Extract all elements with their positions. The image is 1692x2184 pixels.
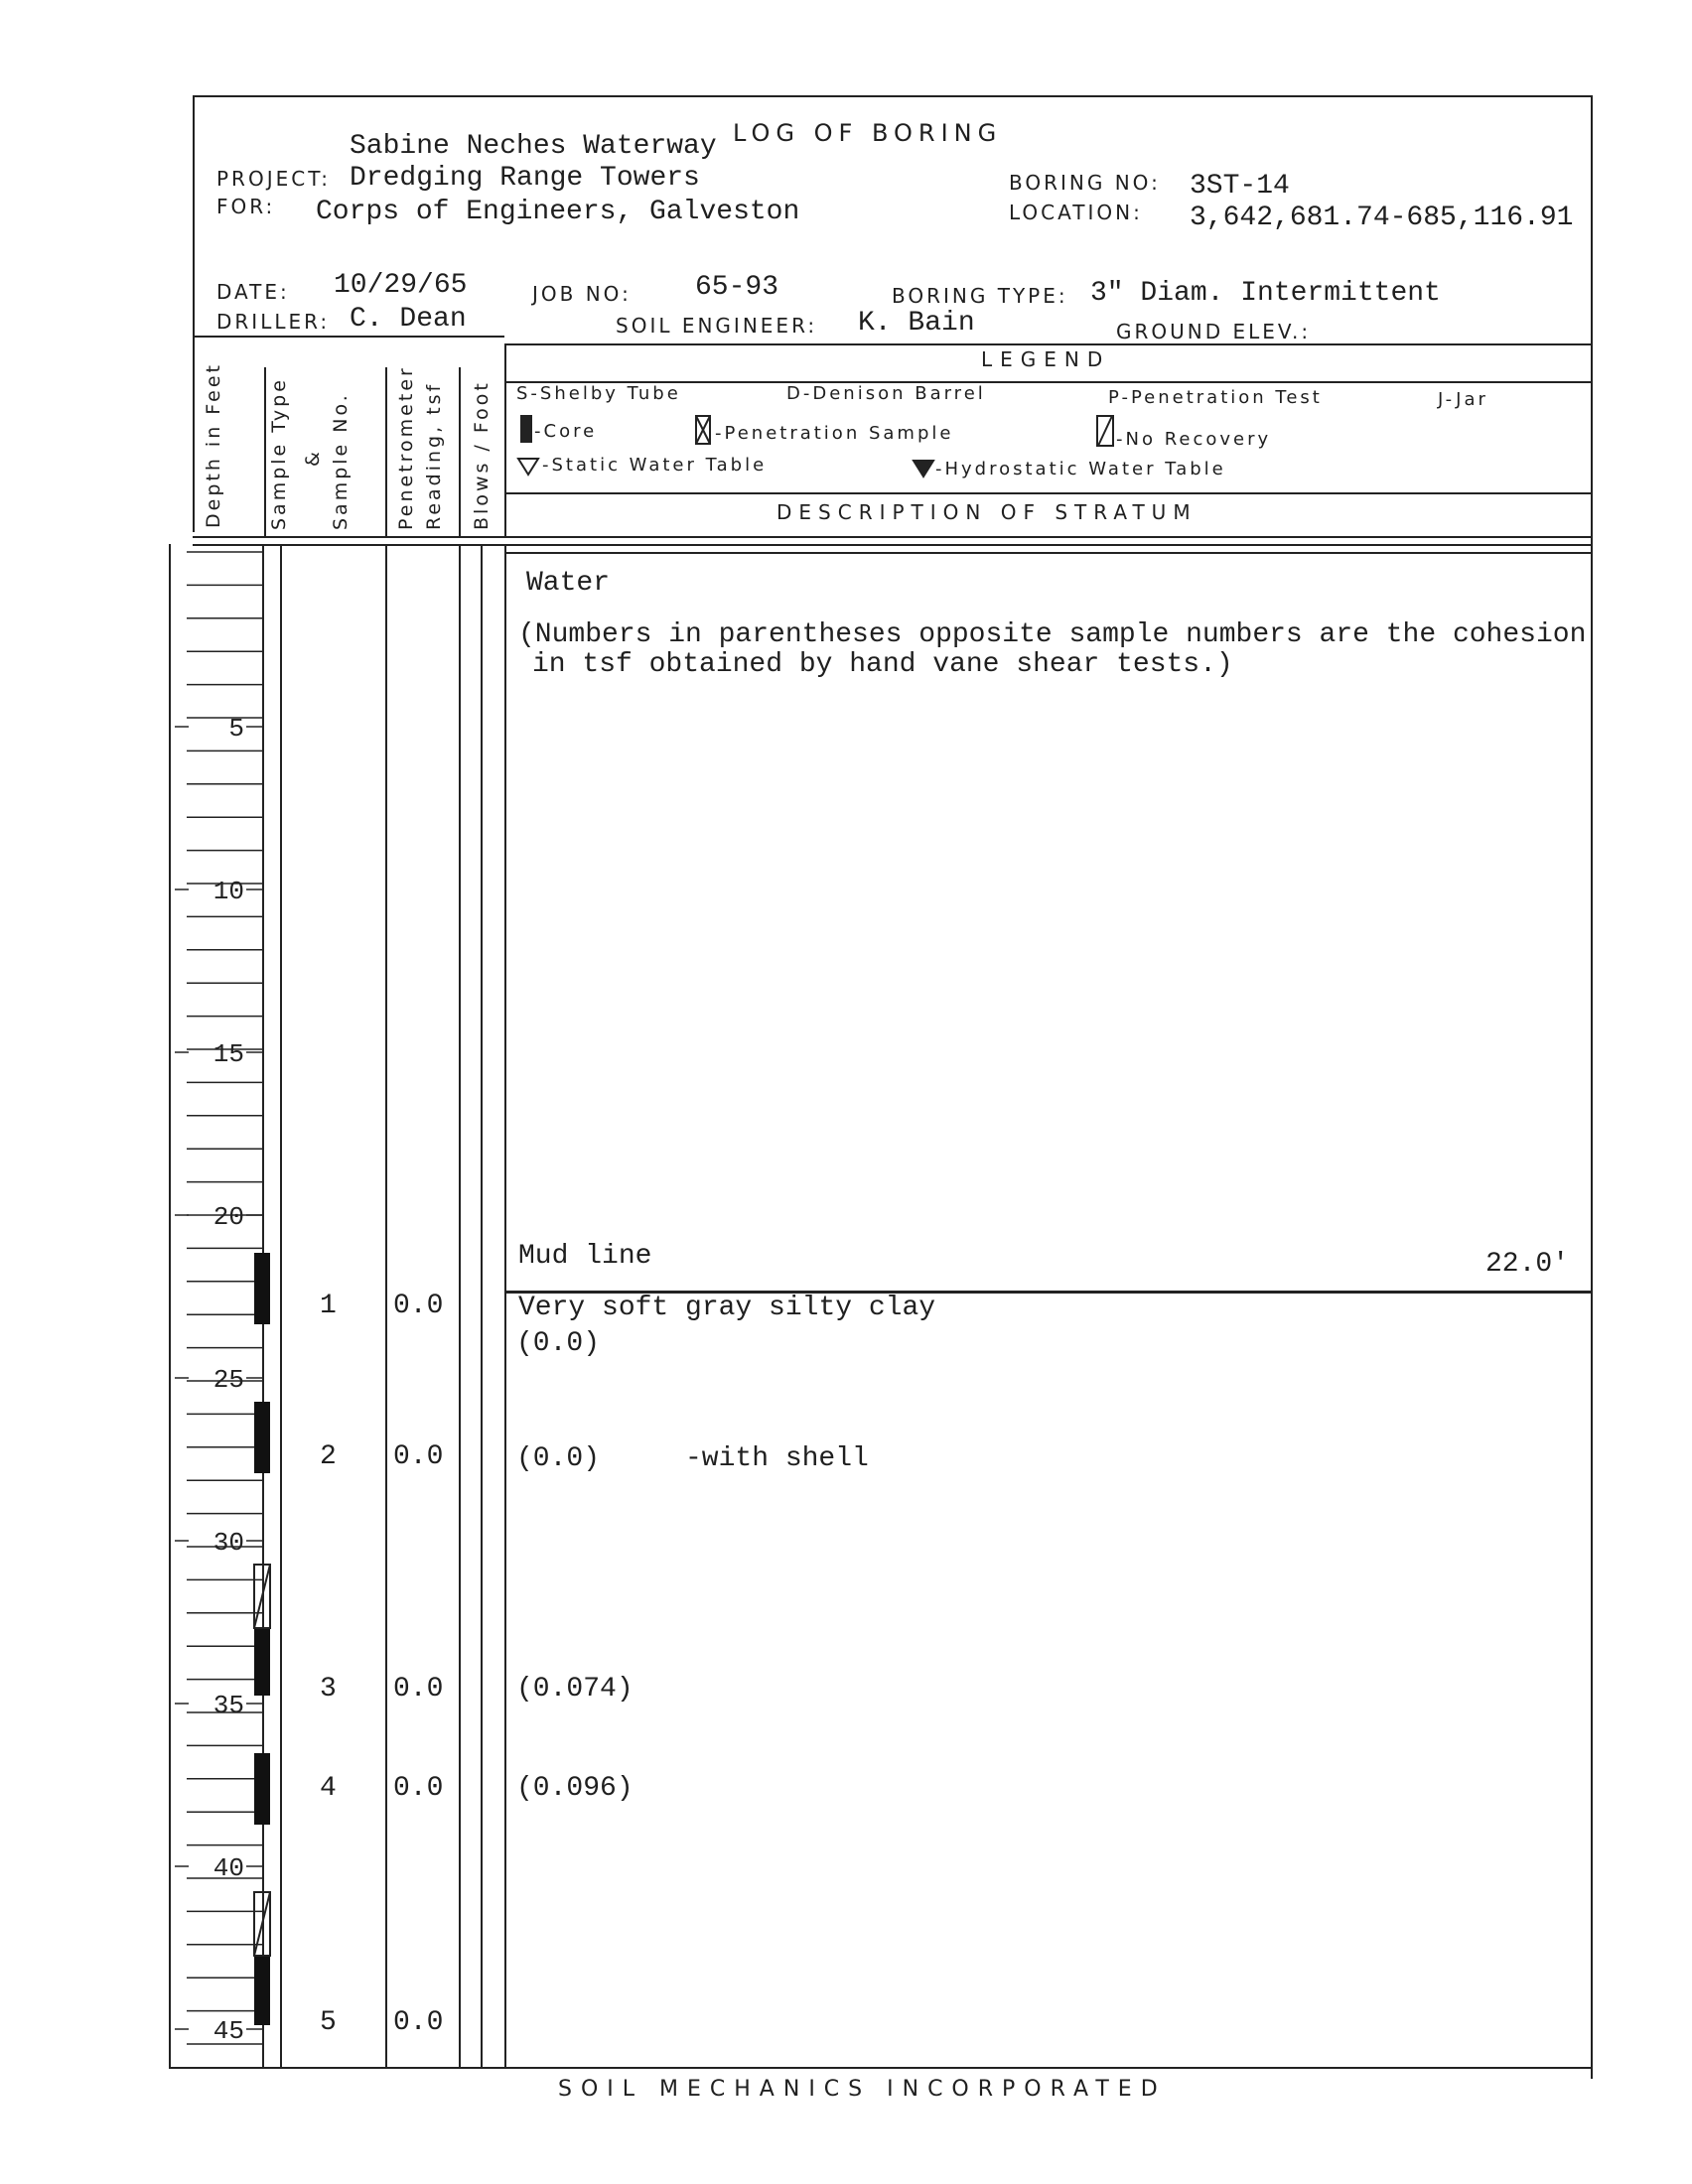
- depth-tick-label: 40: [212, 1853, 244, 1883]
- boring-no-label: BORING NO:: [1009, 171, 1161, 195]
- boring-type-label: BORING TYPE:: [892, 284, 1068, 308]
- legend-penetration-sample: -Penetration Sample: [715, 423, 954, 444]
- sample-no-2: 2: [320, 1441, 337, 1472]
- legend-title: LEGEND: [981, 347, 1111, 371]
- location-label: LOCATION:: [1009, 201, 1143, 224]
- footer-company: SOIL MECHANICS INCORPORATED: [558, 2077, 1167, 2102]
- boring-type-value: 3" Diam. Intermittent: [1090, 278, 1441, 309]
- depth-tick-label: 30: [212, 1528, 244, 1558]
- reading-4: 0.0: [393, 1773, 444, 1804]
- legend-jar: J-Jar: [1438, 389, 1488, 410]
- hydrostatic-water-table-icon: [912, 459, 935, 478]
- job-no-label: JOB NO:: [532, 282, 632, 306]
- driller-label: DRILLER:: [216, 310, 331, 334]
- legend-core: -Core: [534, 421, 598, 442]
- core-icon: [520, 415, 532, 443]
- legend-penetration-test: P-Penetration Test: [1108, 387, 1323, 408]
- depth-tick-label: 45: [212, 2016, 244, 2046]
- core-sample-marker: [254, 1253, 270, 1324]
- sample-no-5: 5: [320, 2007, 337, 2038]
- for-value: Corps of Engineers, Galveston: [316, 197, 800, 227]
- desc-s1-cohesion: (0.0): [516, 1328, 601, 1359]
- reading-header: Reading, tsf: [423, 381, 445, 530]
- penetrometer-header: Penetrometer: [395, 365, 417, 530]
- depth-tick-label: 5: [228, 714, 244, 744]
- core-sample-marker: [254, 1956, 270, 2025]
- desc-note-1: (Numbers in parentheses opposite sample numbers are the cohesion: [518, 619, 1587, 650]
- location-value: 3,642,681.74-685,116.91: [1190, 203, 1574, 233]
- depth-tick-label: 25: [212, 1365, 244, 1395]
- project-value: Dredging Range Towers: [350, 163, 700, 194]
- project-line-1: Sabine Neches Waterway: [350, 131, 717, 162]
- depth-tick-label: 35: [212, 1691, 244, 1720]
- date-label: DATE:: [216, 280, 290, 304]
- no-recovery-diagonal: [254, 1892, 270, 1956]
- desc-water: Water: [526, 568, 611, 599]
- depth-tick-label: 10: [212, 877, 244, 906]
- depth-header: Depth in Feet: [203, 362, 224, 528]
- desc-mud-line: Mud line: [518, 1241, 652, 1272]
- reading-5: 0.0: [393, 2007, 444, 2038]
- sample-no-header: Sample No.: [330, 392, 352, 530]
- project-label: PROJECT:: [216, 167, 331, 191]
- driller-value: C. Dean: [350, 304, 467, 335]
- core-sample-marker: [254, 1402, 270, 1473]
- desc-s2-cohesion: (0.0): [516, 1443, 601, 1474]
- soil-engineer-value: K. Bain: [858, 308, 975, 339]
- desc-s3-cohesion: (0.074): [516, 1674, 634, 1705]
- boring-no-value: 3ST-14: [1190, 171, 1290, 202]
- page-title: LOG OF BORING: [733, 119, 1003, 147]
- desc-note-2: in tsf obtained by hand vane shear tests.): [532, 649, 1233, 680]
- legend-denison: D-Denison Barrel: [786, 383, 986, 404]
- date-value: 10/29/65: [334, 270, 468, 301]
- soil-engineer-label: SOIL ENGINEER:: [616, 314, 818, 338]
- desc-mud-line-depth: 22.0': [1485, 1249, 1570, 1280]
- legend-shelby: S-Shelby Tube: [516, 383, 681, 404]
- legend-hydrostatic-water: -Hydrostatic Water Table: [935, 459, 1226, 479]
- description-header: DESCRIPTION OF STRATUM: [776, 500, 1198, 524]
- no-recovery-icon: [1096, 415, 1114, 447]
- amp-header: &: [302, 449, 324, 467]
- reading-1: 0.0: [393, 1291, 444, 1321]
- desc-s4-cohesion: (0.096): [516, 1773, 634, 1804]
- ground-elev-label: GROUND ELEV.:: [1116, 320, 1312, 343]
- reading-3: 0.0: [393, 1674, 444, 1705]
- for-label: FOR:: [216, 195, 276, 218]
- desc-clay: Very soft gray silty clay: [518, 1293, 936, 1323]
- sample-no-3: 3: [320, 1674, 337, 1705]
- sample-type-header: Sample Type: [268, 377, 290, 530]
- body-rule: [504, 552, 1593, 554]
- reading-2: 0.0: [393, 1441, 444, 1472]
- penetration-sample-icon: [695, 415, 711, 445]
- sample-no-4: 4: [320, 1773, 337, 1804]
- depth-tick-label: 15: [212, 1039, 244, 1069]
- legend-box-top: [504, 343, 1593, 345]
- legend-static-water: -Static Water Table: [542, 455, 768, 476]
- core-sample-marker: [254, 1753, 270, 1825]
- job-no-value: 65-93: [695, 272, 779, 303]
- legend-no-recovery: -No Recovery: [1116, 429, 1272, 450]
- depth-tick-label: 20: [212, 1202, 244, 1232]
- no-recovery-diagonal: [254, 1565, 270, 1628]
- blows-header: Blows / Foot: [471, 380, 493, 530]
- depth-scale: [0, 0, 516, 2085]
- static-water-table-icon: [516, 457, 540, 477]
- frame-right: [1591, 95, 1593, 2079]
- desc-s2-note: -with shell: [685, 1443, 869, 1474]
- core-sample-marker: [254, 1628, 270, 1696]
- legend-bottom-rule: [504, 492, 1593, 494]
- sample-no-1: 1: [320, 1291, 337, 1321]
